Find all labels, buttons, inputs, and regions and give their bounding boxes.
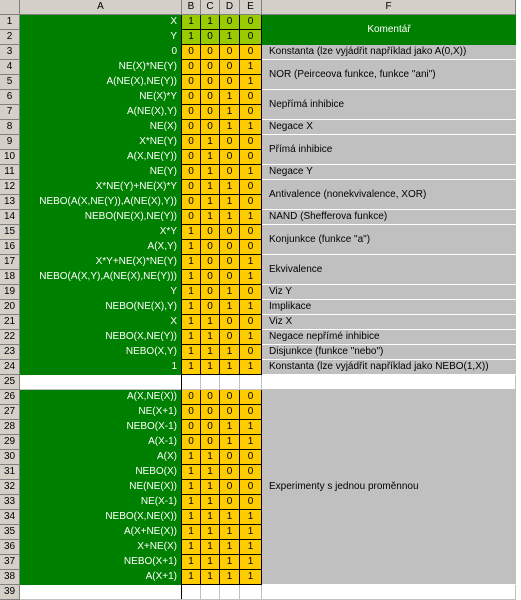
row-header-24[interactable]: 24 [0, 360, 20, 375]
cell-a38[interactable]: A(X+1) [20, 570, 182, 585]
cell-d29[interactable]: 1 [220, 435, 240, 450]
cell-c28[interactable]: 0 [201, 420, 220, 435]
cell-b10[interactable]: 0 [182, 150, 201, 165]
column-f-divider [261, 15, 262, 375]
cell-a32[interactable]: NE(NE(X)) [20, 480, 182, 495]
row-header-37[interactable]: 37 [0, 555, 20, 570]
cell-c8[interactable]: 0 [201, 120, 220, 135]
row-header-3[interactable]: 3 [0, 45, 20, 60]
cell-c30[interactable]: 1 [201, 450, 220, 465]
cell-a6[interactable]: NE(X)*Y [20, 90, 182, 105]
cell-b13[interactable]: 0 [182, 195, 201, 210]
row-header-22[interactable]: 22 [0, 330, 20, 345]
column-f-divider-2 [261, 390, 262, 585]
cell-d18[interactable]: 0 [220, 270, 240, 285]
cell-e12[interactable]: 0 [240, 180, 262, 195]
cell-empty[interactable] [201, 375, 220, 390]
cell-a1[interactable]: X [20, 15, 182, 30]
row-header-36[interactable]: 36 [0, 540, 20, 555]
cell-b23[interactable]: 1 [182, 345, 201, 360]
comment-cell[interactable]: Přímá inhibice [262, 135, 516, 165]
cell-a37[interactable]: NEBO(X+1) [20, 555, 182, 570]
row-header-17[interactable]: 17 [0, 255, 20, 270]
cell-b24[interactable]: 1 [182, 360, 201, 375]
cell-e20[interactable]: 1 [240, 300, 262, 315]
cell-e10[interactable]: 0 [240, 150, 262, 165]
cell-c13[interactable]: 1 [201, 195, 220, 210]
cell-a27[interactable]: NE(X+1) [20, 405, 182, 420]
row-header-33[interactable]: 33 [0, 495, 20, 510]
row-header-14[interactable]: 14 [0, 210, 20, 225]
cell-e31[interactable]: 0 [240, 465, 262, 480]
cell-a8[interactable]: NE(X) [20, 120, 182, 135]
row-header-6[interactable]: 6 [0, 90, 20, 105]
row-header-15[interactable]: 15 [0, 225, 20, 240]
row-header-13[interactable]: 13 [0, 195, 20, 210]
cell-empty[interactable] [262, 375, 516, 390]
cell-d2[interactable]: 1 [220, 30, 240, 45]
cell-b29[interactable]: 0 [182, 435, 201, 450]
cell-empty[interactable] [240, 375, 262, 390]
cell-a15[interactable]: X*Y [20, 225, 182, 240]
cell-d24[interactable]: 1 [220, 360, 240, 375]
cell-e16[interactable]: 0 [240, 240, 262, 255]
column-header-c[interactable]: C [201, 0, 220, 15]
cell-c9[interactable]: 1 [201, 135, 220, 150]
cell-e14[interactable]: 1 [240, 210, 262, 225]
comment-cell[interactable]: Konjunkce (funkce "a") [262, 225, 516, 255]
cell-e11[interactable]: 1 [240, 165, 262, 180]
row-header-12[interactable]: 12 [0, 180, 20, 195]
cell-e33[interactable]: 0 [240, 495, 262, 510]
cell-c24[interactable]: 1 [201, 360, 220, 375]
cell-b32[interactable]: 1 [182, 480, 201, 495]
cell-c12[interactable]: 1 [201, 180, 220, 195]
cell-a13[interactable]: NEBO(A(X,NE(Y)),A(NE(X),Y)) [20, 195, 182, 210]
cell-c23[interactable]: 1 [201, 345, 220, 360]
comment-cell[interactable]: Implikace [262, 300, 516, 315]
cell-e15[interactable]: 0 [240, 225, 262, 240]
cell-b37[interactable]: 1 [182, 555, 201, 570]
row-header-8[interactable]: 8 [0, 120, 20, 135]
comment-cell[interactable]: Nepřímá inhibice [262, 90, 516, 120]
cell-empty[interactable] [20, 585, 182, 600]
cell-a29[interactable]: A(X-1) [20, 435, 182, 450]
cell-e18[interactable]: 1 [240, 270, 262, 285]
cell-c22[interactable]: 1 [201, 330, 220, 345]
comment-cell[interactable]: Negace X [262, 120, 516, 135]
cell-d10[interactable]: 0 [220, 150, 240, 165]
cell-d3[interactable]: 0 [220, 45, 240, 60]
comment-cell[interactable]: Viz Y [262, 285, 516, 300]
cell-empty[interactable] [182, 375, 201, 390]
cell-a9[interactable]: X*NE(Y) [20, 135, 182, 150]
cell-c32[interactable]: 1 [201, 480, 220, 495]
cell-d14[interactable]: 1 [220, 210, 240, 225]
row-header-38[interactable]: 38 [0, 570, 20, 585]
cell-empty[interactable] [262, 585, 516, 600]
cell-d19[interactable]: 1 [220, 285, 240, 300]
cell-a24[interactable]: 1 [20, 360, 182, 375]
cell-e4[interactable]: 1 [240, 60, 262, 75]
cell-b4[interactable]: 0 [182, 60, 201, 75]
cell-b22[interactable]: 1 [182, 330, 201, 345]
select-all-corner[interactable] [0, 0, 20, 15]
cell-b21[interactable]: 1 [182, 315, 201, 330]
cell-e21[interactable]: 0 [240, 315, 262, 330]
cell-c35[interactable]: 1 [201, 525, 220, 540]
cell-d35[interactable]: 1 [220, 525, 240, 540]
cell-empty[interactable] [182, 585, 201, 600]
cell-c1[interactable]: 1 [201, 15, 220, 30]
row-header-20[interactable]: 20 [0, 300, 20, 315]
cell-d26[interactable]: 0 [220, 390, 240, 405]
column-header-f[interactable]: F [262, 0, 516, 15]
cell-e22[interactable]: 1 [240, 330, 262, 345]
column-header-e[interactable]: E [240, 0, 262, 15]
cell-a16[interactable]: A(X,Y) [20, 240, 182, 255]
row-header-25[interactable]: 25 [0, 375, 20, 390]
cell-b6[interactable]: 0 [182, 90, 201, 105]
cell-a26[interactable]: A(X,NE(X)) [20, 390, 182, 405]
cell-c21[interactable]: 1 [201, 315, 220, 330]
cell-b15[interactable]: 1 [182, 225, 201, 240]
comment-cell[interactable]: Viz X [262, 315, 516, 330]
cell-e23[interactable]: 0 [240, 345, 262, 360]
cell-e26[interactable]: 0 [240, 390, 262, 405]
comment-cell[interactable]: Ekvivalence [262, 255, 516, 285]
cell-a34[interactable]: NEBO(X,NE(X)) [20, 510, 182, 525]
comment-cell[interactable]: Antivalence (nonekvivalence, XOR) [262, 180, 516, 210]
row-header-4[interactable]: 4 [0, 60, 20, 75]
cell-a28[interactable]: NEBO(X-1) [20, 420, 182, 435]
cell-e1[interactable]: 0 [240, 15, 262, 30]
row-header-10[interactable]: 10 [0, 150, 20, 165]
cell-b36[interactable]: 1 [182, 540, 201, 555]
cell-e28[interactable]: 1 [240, 420, 262, 435]
comment-cell[interactable]: NAND (Shefferova funkce) [262, 210, 516, 225]
column-header-a[interactable]: A [20, 0, 182, 15]
cell-a19[interactable]: Y [20, 285, 182, 300]
cell-b30[interactable]: 1 [182, 450, 201, 465]
cell-c17[interactable]: 0 [201, 255, 220, 270]
cell-b7[interactable]: 0 [182, 105, 201, 120]
cell-d20[interactable]: 1 [220, 300, 240, 315]
cell-d15[interactable]: 0 [220, 225, 240, 240]
row-header-34[interactable]: 34 [0, 510, 20, 525]
cell-e30[interactable]: 0 [240, 450, 262, 465]
cell-b3[interactable]: 0 [182, 45, 201, 60]
cell-c14[interactable]: 1 [201, 210, 220, 225]
row-header-32[interactable]: 32 [0, 480, 20, 495]
cell-e34[interactable]: 1 [240, 510, 262, 525]
cell-b27[interactable]: 0 [182, 405, 201, 420]
cell-e27[interactable]: 0 [240, 405, 262, 420]
row-header-35[interactable]: 35 [0, 525, 20, 540]
cell-e5[interactable]: 1 [240, 75, 262, 90]
cell-b8[interactable]: 0 [182, 120, 201, 135]
cell-a21[interactable]: X [20, 315, 182, 330]
comment-experiments[interactable]: Experimenty s jednou proměnnou [262, 390, 516, 585]
cell-c3[interactable]: 0 [201, 45, 220, 60]
cell-a22[interactable]: NEBO(X,NE(Y)) [20, 330, 182, 345]
cell-a3[interactable]: 0 [20, 45, 182, 60]
cell-c10[interactable]: 1 [201, 150, 220, 165]
comment-cell[interactable]: Konstanta (lze vyjádřit například jako A(0,X)) [262, 45, 516, 60]
cell-c11[interactable]: 1 [201, 165, 220, 180]
cell-b31[interactable]: 1 [182, 465, 201, 480]
cell-a17[interactable]: X*Y+NE(X)*NE(Y) [20, 255, 182, 270]
cell-d17[interactable]: 0 [220, 255, 240, 270]
cell-d32[interactable]: 0 [220, 480, 240, 495]
cell-c31[interactable]: 1 [201, 465, 220, 480]
cell-c37[interactable]: 1 [201, 555, 220, 570]
row-header-16[interactable]: 16 [0, 240, 20, 255]
cell-d8[interactable]: 1 [220, 120, 240, 135]
cell-e2[interactable]: 0 [240, 30, 262, 45]
cell-e3[interactable]: 0 [240, 45, 262, 60]
cell-b20[interactable]: 1 [182, 300, 201, 315]
cell-d38[interactable]: 1 [220, 570, 240, 585]
cell-c29[interactable]: 0 [201, 435, 220, 450]
cell-d5[interactable]: 0 [220, 75, 240, 90]
cell-d6[interactable]: 1 [220, 90, 240, 105]
cell-c7[interactable]: 0 [201, 105, 220, 120]
comment-header[interactable]: Komentář [262, 15, 516, 45]
cell-c15[interactable]: 0 [201, 225, 220, 240]
cell-d12[interactable]: 1 [220, 180, 240, 195]
cell-a7[interactable]: A(NE(X),Y) [20, 105, 182, 120]
cell-c4[interactable]: 0 [201, 60, 220, 75]
cell-c18[interactable]: 0 [201, 270, 220, 285]
cell-e6[interactable]: 0 [240, 90, 262, 105]
cell-empty[interactable] [240, 585, 262, 600]
cell-d22[interactable]: 0 [220, 330, 240, 345]
cell-e35[interactable]: 1 [240, 525, 262, 540]
cell-c36[interactable]: 1 [201, 540, 220, 555]
cell-d11[interactable]: 0 [220, 165, 240, 180]
cell-c16[interactable]: 0 [201, 240, 220, 255]
row-header-31[interactable]: 31 [0, 465, 20, 480]
cell-a18[interactable]: NEBO(A(X,Y),A(NE(X),NE(Y))) [20, 270, 182, 285]
cell-b11[interactable]: 0 [182, 165, 201, 180]
cell-d9[interactable]: 0 [220, 135, 240, 150]
cell-e24[interactable]: 1 [240, 360, 262, 375]
cell-d36[interactable]: 1 [220, 540, 240, 555]
cell-e8[interactable]: 1 [240, 120, 262, 135]
cell-a30[interactable]: A(X) [20, 450, 182, 465]
row-header-39[interactable]: 39 [0, 585, 20, 600]
cell-d16[interactable]: 0 [220, 240, 240, 255]
cell-a31[interactable]: NEBO(X) [20, 465, 182, 480]
cell-d13[interactable]: 1 [220, 195, 240, 210]
cell-b9[interactable]: 0 [182, 135, 201, 150]
row-header-29[interactable]: 29 [0, 435, 20, 450]
row-header-7[interactable]: 7 [0, 105, 20, 120]
row-header-5[interactable]: 5 [0, 75, 20, 90]
cell-b19[interactable]: 1 [182, 285, 201, 300]
cell-empty[interactable] [220, 375, 240, 390]
cell-c20[interactable]: 0 [201, 300, 220, 315]
cell-d31[interactable]: 0 [220, 465, 240, 480]
cell-empty[interactable] [220, 585, 240, 600]
cell-a14[interactable]: NEBO(NE(X),NE(Y)) [20, 210, 182, 225]
cell-a35[interactable]: A(X+NE(X)) [20, 525, 182, 540]
column-a-divider [181, 15, 182, 599]
row-header-2[interactable]: 2 [0, 30, 20, 45]
cell-c27[interactable]: 0 [201, 405, 220, 420]
cell-d37[interactable]: 1 [220, 555, 240, 570]
row-header-26[interactable]: 26 [0, 390, 20, 405]
cell-d28[interactable]: 1 [220, 420, 240, 435]
cell-d34[interactable]: 1 [220, 510, 240, 525]
cell-b26[interactable]: 0 [182, 390, 201, 405]
cell-c34[interactable]: 1 [201, 510, 220, 525]
row-header-23[interactable]: 23 [0, 345, 20, 360]
cell-e19[interactable]: 0 [240, 285, 262, 300]
cell-b33[interactable]: 1 [182, 495, 201, 510]
row-header-18[interactable]: 18 [0, 270, 20, 285]
comment-cell[interactable]: Negace nepřímé inhibice [262, 330, 516, 345]
cell-e9[interactable]: 0 [240, 135, 262, 150]
cell-e13[interactable]: 0 [240, 195, 262, 210]
cell-e7[interactable]: 0 [240, 105, 262, 120]
cell-a20[interactable]: NEBO(NE(X),Y) [20, 300, 182, 315]
cell-d4[interactable]: 0 [220, 60, 240, 75]
cell-c2[interactable]: 0 [201, 30, 220, 45]
cell-d27[interactable]: 0 [220, 405, 240, 420]
comment-cell[interactable]: Disjunkce (funkce "nebo") [262, 345, 516, 360]
row-header-9[interactable]: 9 [0, 135, 20, 150]
cell-c26[interactable]: 0 [201, 390, 220, 405]
cell-a12[interactable]: X*NE(Y)+NE(X)*Y [20, 180, 182, 195]
cell-a2[interactable]: Y [20, 30, 182, 45]
cell-b12[interactable]: 0 [182, 180, 201, 195]
row-header-28[interactable]: 28 [0, 420, 20, 435]
cell-c5[interactable]: 0 [201, 75, 220, 90]
cell-b17[interactable]: 1 [182, 255, 201, 270]
cell-c6[interactable]: 0 [201, 90, 220, 105]
cell-d30[interactable]: 0 [220, 450, 240, 465]
cell-b1[interactable]: 1 [182, 15, 201, 30]
row-header-11[interactable]: 11 [0, 165, 20, 180]
row-header-1[interactable]: 1 [0, 15, 20, 30]
cell-e37[interactable]: 1 [240, 555, 262, 570]
cell-a11[interactable]: NE(Y) [20, 165, 182, 180]
cell-b34[interactable]: 1 [182, 510, 201, 525]
comment-cell[interactable]: NOR (Peirceova funkce, funkce "ani") [262, 60, 516, 90]
cell-b18[interactable]: 1 [182, 270, 201, 285]
column-header-d[interactable]: D [220, 0, 240, 15]
cell-e38[interactable]: 1 [240, 570, 262, 585]
comment-cell[interactable]: Negace Y [262, 165, 516, 180]
cell-d33[interactable]: 0 [220, 495, 240, 510]
row-header-21[interactable]: 21 [0, 315, 20, 330]
cell-d1[interactable]: 0 [220, 15, 240, 30]
cell-a10[interactable]: A(X,NE(Y)) [20, 150, 182, 165]
cell-a33[interactable]: NE(X-1) [20, 495, 182, 510]
cell-a23[interactable]: NEBO(X,Y) [20, 345, 182, 360]
cell-d7[interactable]: 1 [220, 105, 240, 120]
cell-a36[interactable]: X+NE(X) [20, 540, 182, 555]
column-header-b[interactable]: B [182, 0, 201, 15]
cell-b35[interactable]: 1 [182, 525, 201, 540]
cell-c33[interactable]: 1 [201, 495, 220, 510]
cell-e17[interactable]: 1 [240, 255, 262, 270]
row-header-30[interactable]: 30 [0, 450, 20, 465]
row-header-27[interactable]: 27 [0, 405, 20, 420]
comment-cell[interactable]: Konstanta (lze vyjádřit například jako NEBO(1,X)) [262, 360, 516, 375]
row-header-19[interactable]: 19 [0, 285, 20, 300]
cell-b5[interactable]: 0 [182, 75, 201, 90]
cell-e32[interactable]: 0 [240, 480, 262, 495]
cell-c38[interactable]: 1 [201, 570, 220, 585]
cell-b14[interactable]: 0 [182, 210, 201, 225]
cell-e29[interactable]: 1 [240, 435, 262, 450]
cell-d23[interactable]: 1 [220, 345, 240, 360]
cell-empty[interactable] [20, 375, 182, 390]
cell-b38[interactable]: 1 [182, 570, 201, 585]
cell-b16[interactable]: 1 [182, 240, 201, 255]
cell-e36[interactable]: 1 [240, 540, 262, 555]
cell-d21[interactable]: 0 [220, 315, 240, 330]
cell-b28[interactable]: 0 [182, 420, 201, 435]
cell-a5[interactable]: A(NE(X),NE(Y)) [20, 75, 182, 90]
cell-b2[interactable]: 1 [182, 30, 201, 45]
cell-a4[interactable]: NE(X)*NE(Y) [20, 60, 182, 75]
cell-c19[interactable]: 0 [201, 285, 220, 300]
cell-empty[interactable] [201, 585, 220, 600]
